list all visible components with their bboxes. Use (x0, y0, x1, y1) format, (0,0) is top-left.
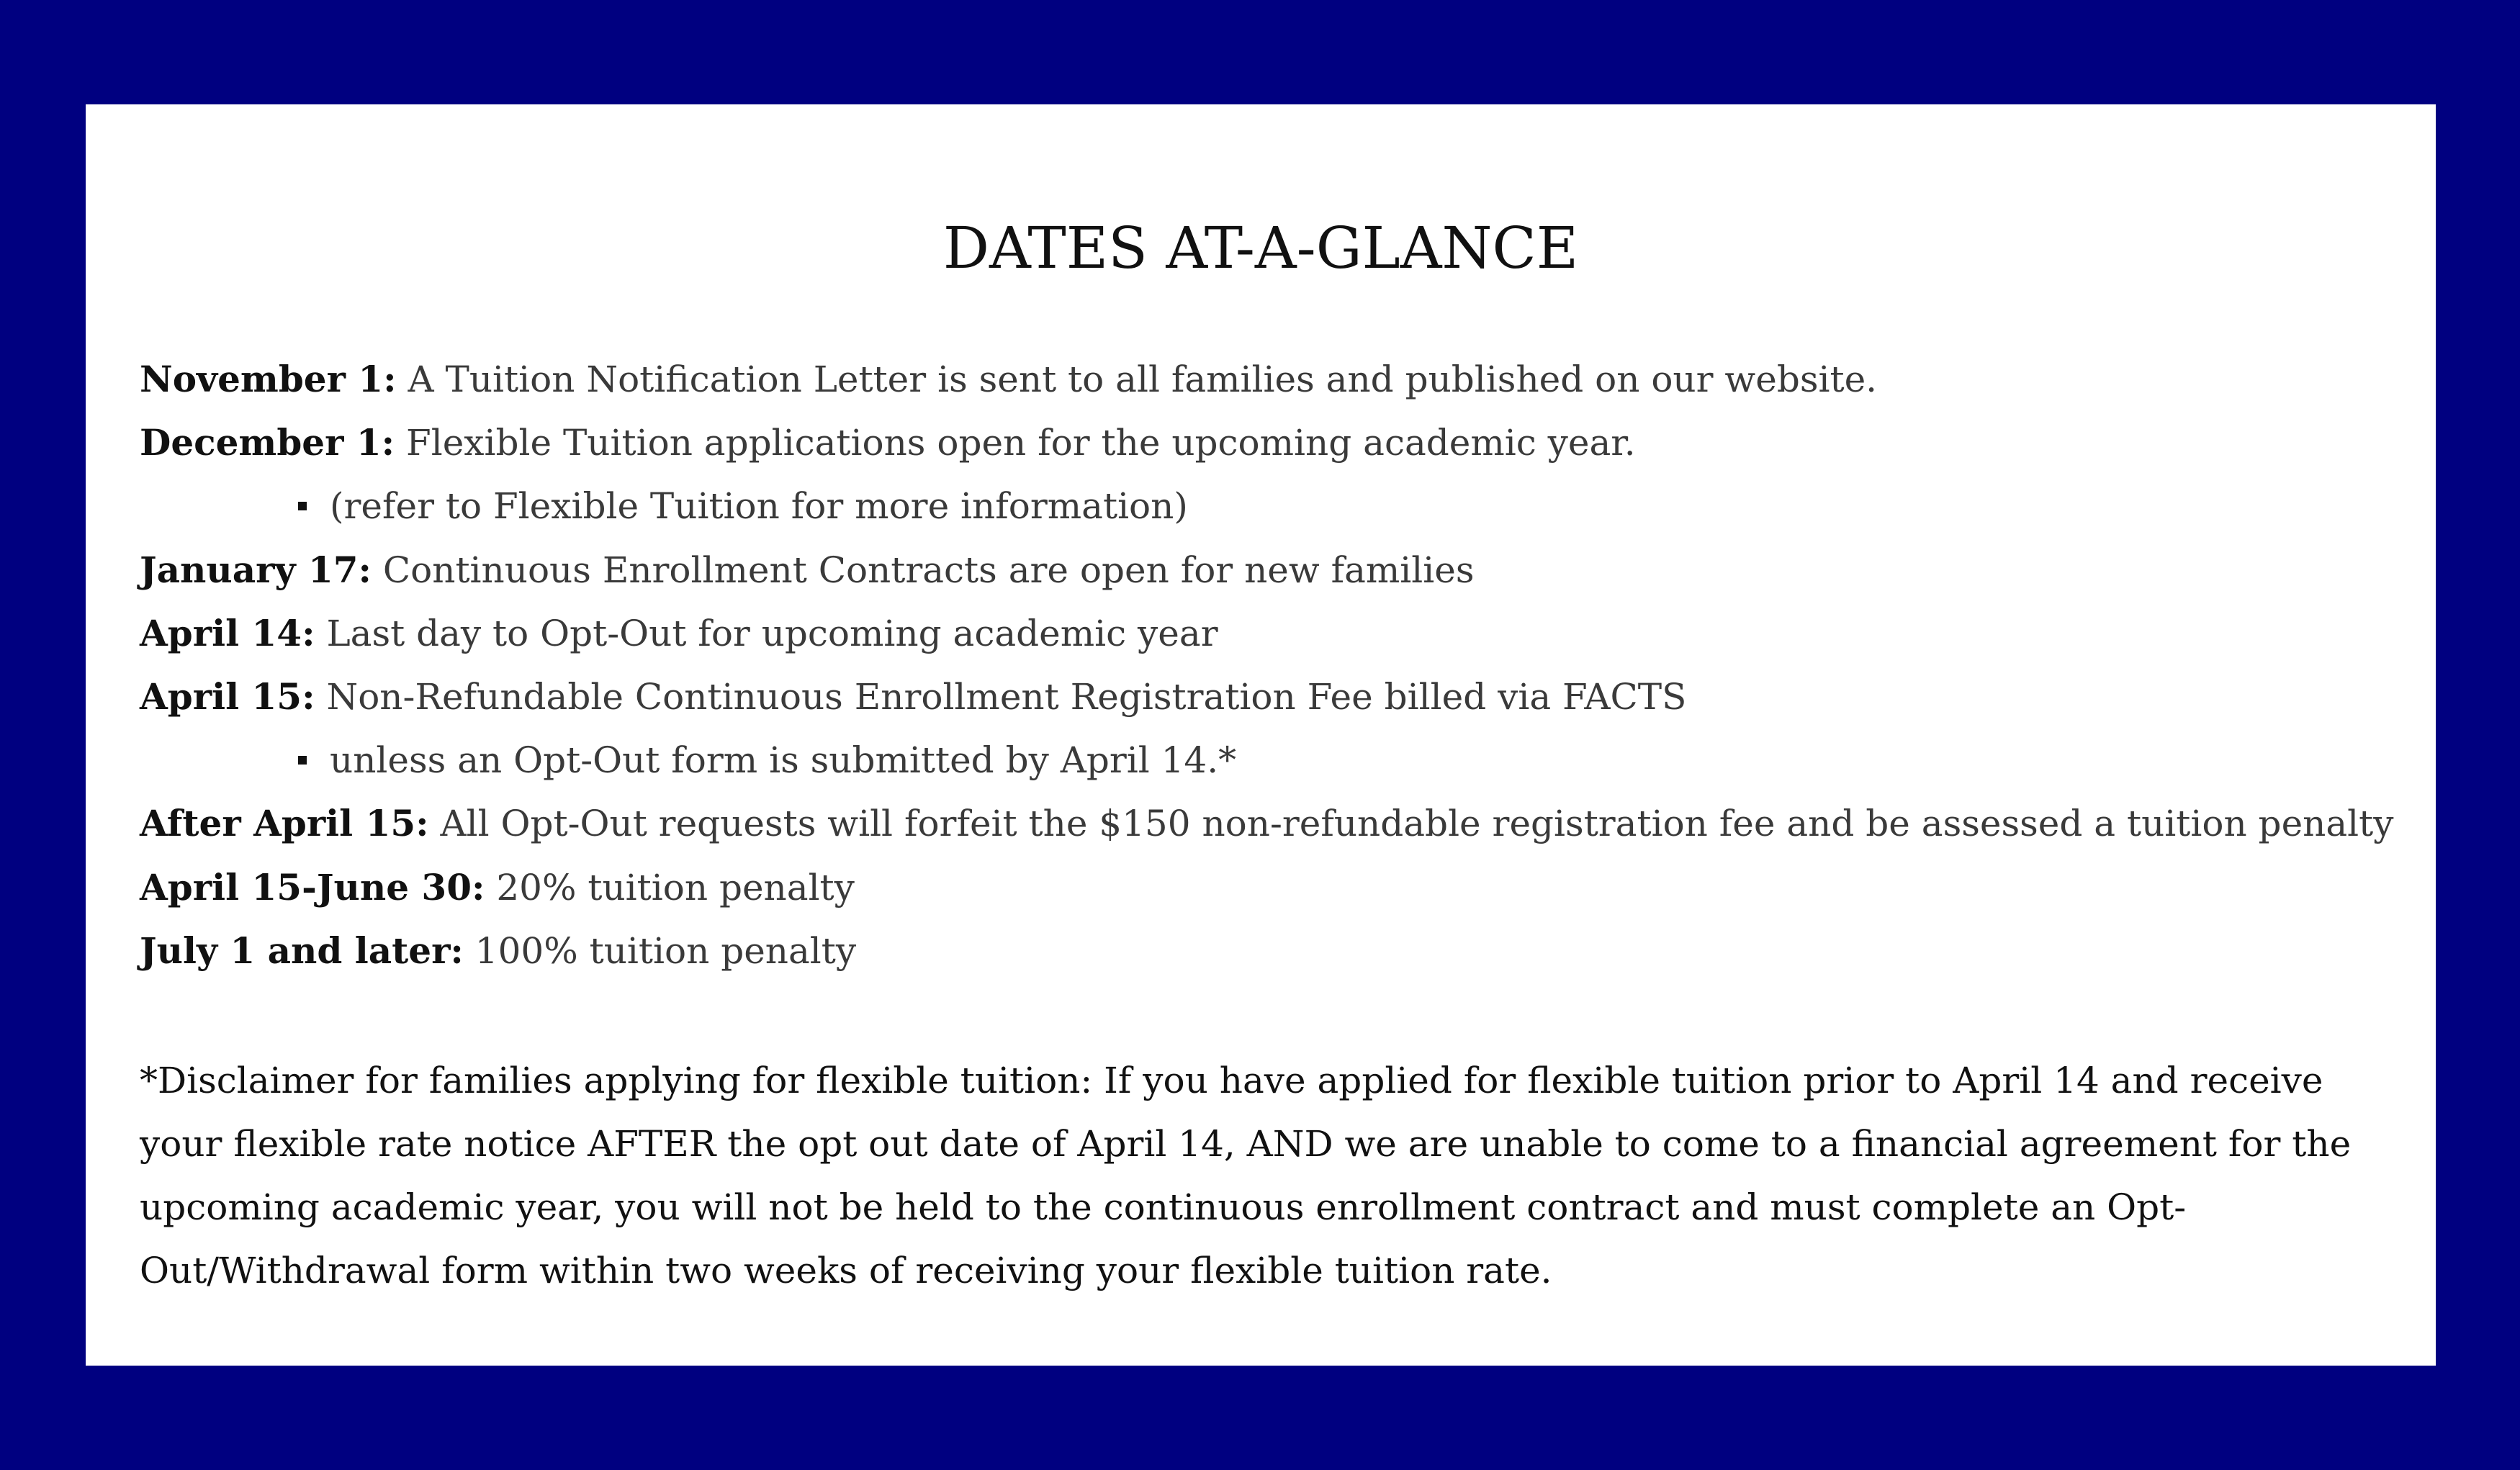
page-title: DATES AT-A-GLANCE (942, 215, 1579, 281)
date-entry-after-apr-15 (140, 792, 2408, 855)
bullet-text: (refer to Flexible Tuition for more information) (330, 485, 1188, 528)
date-description: Non-Refundable Continuous Enrollment Registration Fee billed via FACTS (326, 675, 1687, 718)
date-label: April 15: (140, 675, 315, 718)
date-entry-apr-15 (140, 665, 2408, 729)
date-label: April 15-June 30: (140, 865, 485, 908)
date-label: November 1: (140, 358, 397, 400)
date-entry-nov-1 (140, 348, 2408, 411)
date-label: After April 15: (140, 802, 429, 845)
bullet-text: unless an Opt-Out form is submitted by April 14.* (330, 739, 1237, 782)
date-description: Continuous Enrollment Contracts are open for new families (382, 549, 1475, 591)
square-bullet-icon (298, 502, 307, 510)
date-description: All Opt-Out requests will forfeit the $150 non-refundable registration fee and be assessed a tuition penalty (440, 803, 2394, 845)
square-bullet-icon (298, 756, 307, 765)
date-sub-bullet-opt-out (140, 729, 2408, 792)
date-description: 20% tuition penalty (496, 866, 855, 908)
date-label: July 1 and later: (140, 929, 464, 972)
dates-list (140, 348, 2408, 983)
date-description: A Tuition Notification Letter is sent to all families and published on our website. (408, 359, 1878, 400)
date-sub-bullet-flexible-tuition (140, 474, 2408, 538)
date-entry-jul-1 (140, 919, 2408, 983)
date-label: January 17: (140, 548, 372, 591)
date-description: Last day to Opt-Out for upcoming academic year (326, 612, 1218, 654)
date-entry-dec-1 (140, 411, 2408, 474)
date-entry-apr-15-jun-30 (140, 856, 2408, 919)
date-description: Flexible Tuition applications open for the upcoming academic year. (406, 422, 1636, 464)
date-entry-apr-14 (140, 602, 2408, 665)
date-description: 100% tuition penalty (474, 929, 857, 972)
date-label: December 1: (140, 421, 395, 464)
date-label: April 14: (140, 611, 315, 654)
disclaimer-text: *Disclaimer for families applying for flexible tuition: If you have applied for flexible tuition prior to April 14 and receive your flexible rate notice AFTER the opt out date of April 14, AND we are unable to come to a financial agreement for the upcoming academic year, you will not be held to the continuous enrollment contract and must complete an Opt-Out/Withdrawal form within two weeks of receiving your flexible tuition rate. (140, 1060, 2352, 1291)
dates-card (86, 104, 2436, 1366)
date-entry-jan-17 (140, 538, 2408, 602)
